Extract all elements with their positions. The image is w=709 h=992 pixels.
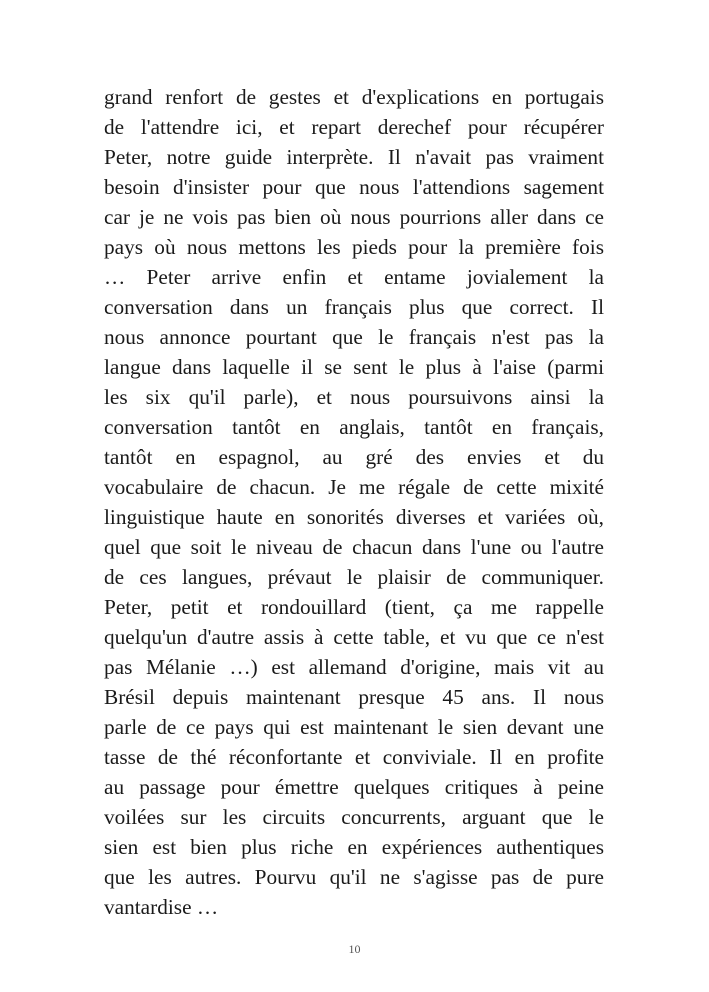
text-line: pays où nous mettons les pieds pour la première fois: [104, 235, 604, 259]
text-line: conversation tantôt en anglais, tantôt en français,: [104, 415, 604, 439]
text-line: tantôt en espagnol, au gré des envies et du: [104, 445, 604, 469]
text-line: besoin d'insister pour que nous l'attendions sagement: [104, 175, 604, 199]
text-line: conversation dans un français plus que correct. Il: [104, 295, 604, 319]
text-line: pas Mélanie …) est allemand d'origine, mais vit au: [104, 655, 604, 679]
text-line: langue dans laquelle il se sent le plus à l'aise (parmi: [104, 355, 604, 379]
text-line-last: vantardise …: [104, 895, 219, 919]
text-line: voilées sur les circuits concurrents, arguant que le: [104, 805, 604, 829]
page-number: 10: [348, 942, 361, 956]
text-line: de l'attendre ici, et repart derechef pour récupérer: [104, 115, 604, 139]
text-line: tasse de thé réconfortante et conviviale. Il en profite: [104, 745, 604, 769]
text-line: de ces langues, prévaut le plaisir de communiquer.: [104, 565, 604, 589]
text-line: Brésil depuis maintenant presque 45 ans. Il nous: [104, 685, 604, 709]
text-line: car je ne vois pas bien où nous pourrions aller dans ce: [104, 205, 604, 229]
text-line: que les autres. Pourvu qu'il ne s'agisse pas de pure: [104, 865, 604, 889]
text-line: Peter, notre guide interprète. Il n'avait pas vraiment: [104, 145, 604, 169]
text-line: quel que soit le niveau de chacun dans l'une ou l'autre: [104, 535, 604, 559]
text-line: nous annonce pourtant que le français n'est pas la: [104, 325, 604, 349]
text-line: Peter, petit et rondouillard (tient, ça me rappelle: [104, 595, 604, 619]
text-line: … Peter arrive enfin et entame jovialement la: [104, 265, 604, 289]
body-paragraph: [104, 82, 604, 922]
text-line: sien est bien plus riche en expériences authentiques: [104, 835, 604, 859]
text-line: les six qu'il parle), et nous poursuivons ainsi la: [104, 385, 604, 409]
text-line: quelqu'un d'autre assis à cette table, et vu que ce n'est: [104, 625, 604, 649]
text-line: au passage pour émettre quelques critiques à peine: [104, 775, 604, 799]
text-line: grand renfort de gestes et d'explications en portugais: [104, 85, 604, 109]
text-line: vocabulaire de chacun. Je me régale de cette mixité: [104, 475, 604, 499]
text-line: linguistique haute en sonorités diverses et variées où,: [104, 505, 604, 529]
text-line: parle de ce pays qui est maintenant le sien devant une: [104, 715, 604, 739]
